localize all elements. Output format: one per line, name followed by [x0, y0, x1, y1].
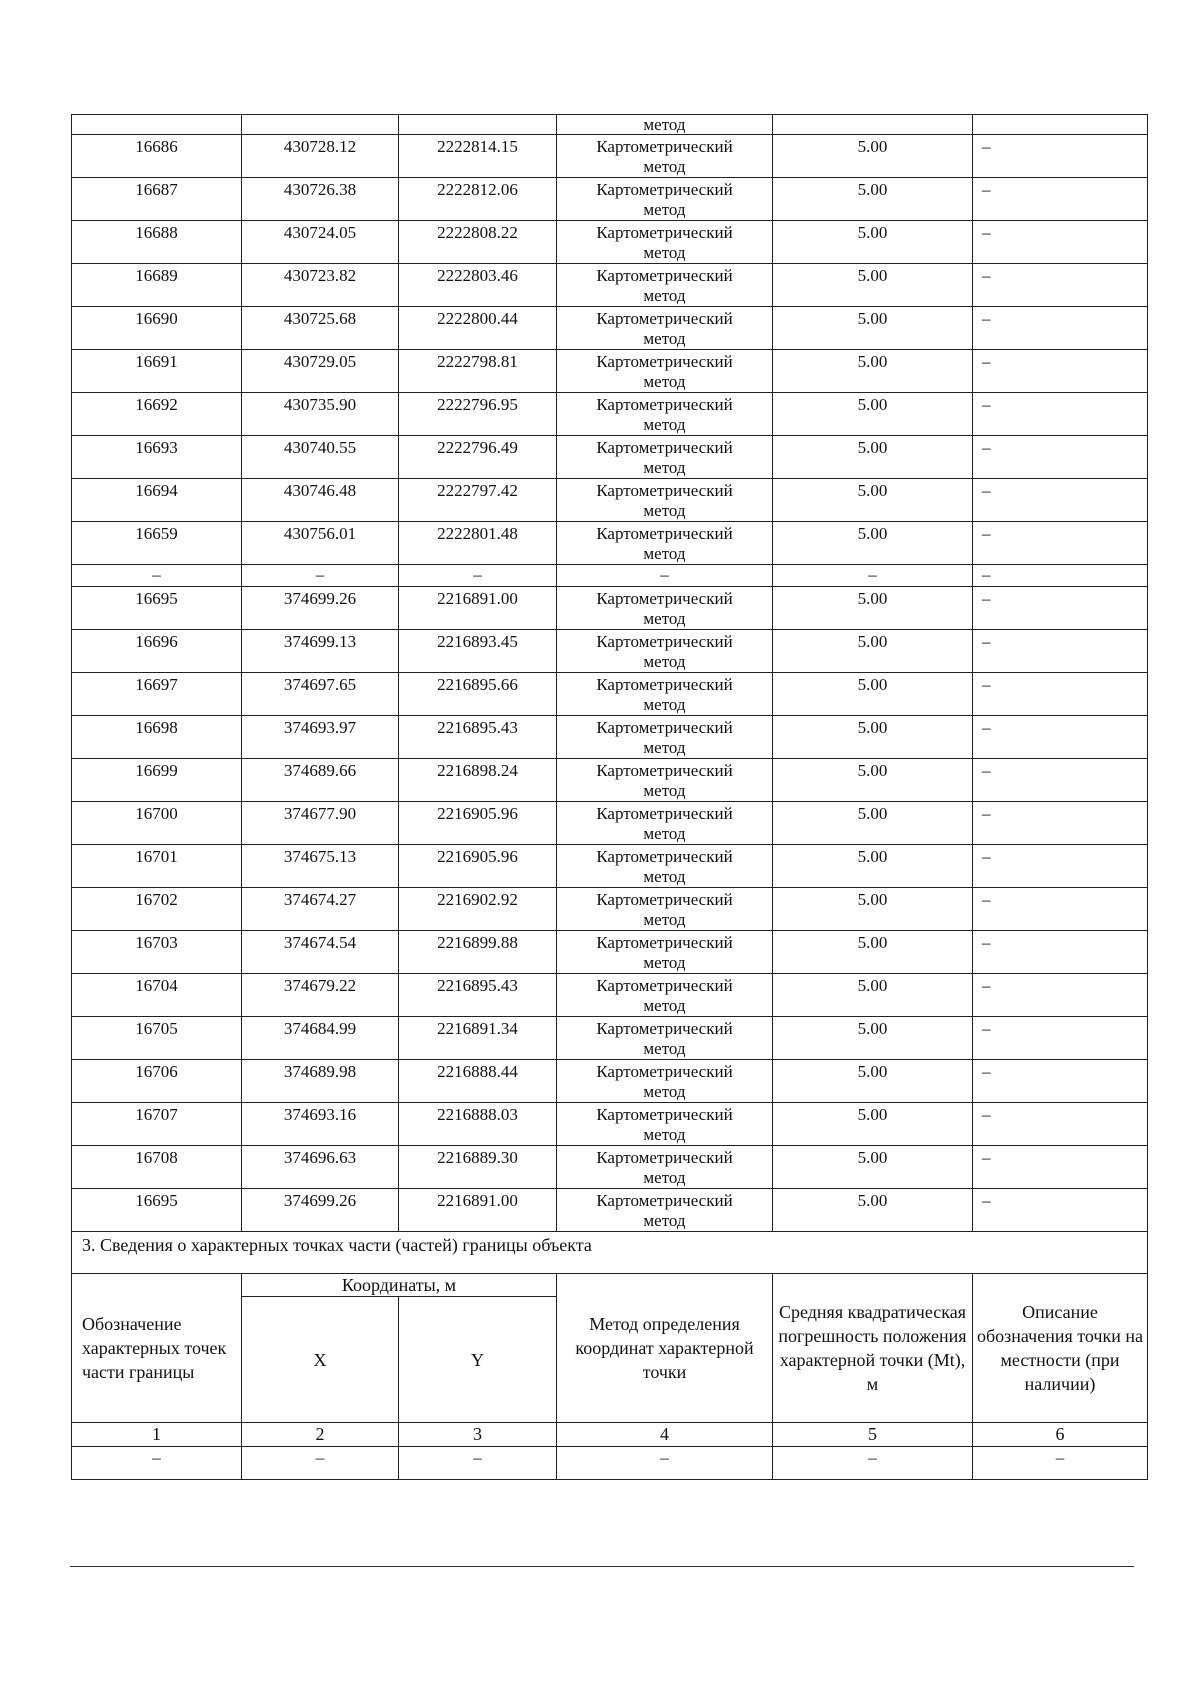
y-coordinate-cell: 2216893.45 — [399, 630, 557, 673]
header-description: Описание обозначения точки на местности (при наличии) — [973, 1274, 1148, 1423]
point-id-cell: 16694 — [72, 479, 242, 522]
x-coordinate-cell: 374699.26 — [242, 587, 399, 630]
method-cell — [557, 479, 773, 522]
table-row — [72, 802, 1148, 845]
table-row — [72, 1017, 1148, 1060]
point-id-cell: 16693 — [72, 436, 242, 479]
point-id-cell: 16708 — [72, 1146, 242, 1189]
method-name: Картометрический — [596, 976, 733, 995]
description-cell: – — [973, 759, 1148, 802]
method-name: Картометрический — [596, 847, 733, 866]
method-cell — [557, 522, 773, 565]
x-coordinate-cell: 430728.12 — [242, 135, 399, 178]
section-title-row — [72, 1232, 1148, 1274]
method-cell — [557, 436, 773, 479]
method-cell — [557, 673, 773, 716]
dash-cell: – — [399, 565, 557, 587]
y-coordinate-cell: 2222812.06 — [399, 178, 557, 221]
method-suffix: метод — [643, 609, 686, 628]
point-id-cell: 16692 — [72, 393, 242, 436]
method-cell — [557, 974, 773, 1017]
x-coordinate-cell: 374675.13 — [242, 845, 399, 888]
description-cell: – — [973, 1017, 1148, 1060]
method-cell — [557, 264, 773, 307]
method-name: Картометрический — [596, 180, 733, 199]
y-coordinate-cell: 2216905.96 — [399, 845, 557, 888]
dash-cell: – — [557, 565, 773, 587]
method-suffix: метод — [643, 286, 686, 305]
table-row — [72, 350, 1148, 393]
method-suffix: метод — [643, 996, 686, 1015]
error-cell: 5.00 — [773, 759, 973, 802]
method-name: Картометрический — [596, 1105, 733, 1124]
description-cell: – — [973, 1189, 1148, 1232]
method-cell — [557, 888, 773, 931]
table-row-separator — [72, 565, 1148, 587]
empty-data-row — [72, 1447, 1148, 1480]
point-id-cell: 16689 — [72, 264, 242, 307]
table-row — [72, 264, 1148, 307]
x-coordinate-cell: 374693.97 — [242, 716, 399, 759]
column-number: 1 — [72, 1423, 242, 1447]
method-name: Картометрический — [596, 223, 733, 242]
table-row — [72, 1103, 1148, 1146]
y-coordinate-cell: 2222814.15 — [399, 135, 557, 178]
y-coordinate-cell: 2216895.66 — [399, 673, 557, 716]
table-row — [72, 307, 1148, 350]
y-coordinate-cell: 2222798.81 — [399, 350, 557, 393]
error-cell: 5.00 — [773, 1103, 973, 1146]
column-number: 2 — [242, 1423, 399, 1447]
column-numbers-row — [72, 1423, 1148, 1447]
x-coordinate-cell: 374674.27 — [242, 888, 399, 931]
table-row — [72, 845, 1148, 888]
description-cell: – — [973, 479, 1148, 522]
error-cell: 5.00 — [773, 802, 973, 845]
method-name: Картометрический — [596, 352, 733, 371]
dash-cell: – — [557, 1447, 773, 1480]
description-cell: – — [973, 888, 1148, 931]
method-suffix: метод — [643, 1039, 686, 1058]
description-cell: – — [973, 716, 1148, 759]
column-number: 5 — [773, 1423, 973, 1447]
description-cell: – — [973, 221, 1148, 264]
method-name: Картометрический — [596, 675, 733, 694]
table-row — [72, 221, 1148, 264]
method-cell — [557, 1017, 773, 1060]
table-row — [72, 931, 1148, 974]
method-suffix: метод — [643, 953, 686, 972]
y-coordinate-cell: 2216888.44 — [399, 1060, 557, 1103]
method-name: Картометрический — [596, 890, 733, 909]
table-row — [72, 587, 1148, 630]
error-cell: 5.00 — [773, 630, 973, 673]
method-name: Картометрический — [596, 632, 733, 651]
x-coordinate-cell: 430746.48 — [242, 479, 399, 522]
y-coordinate-cell: 2222803.46 — [399, 264, 557, 307]
method-cell — [557, 630, 773, 673]
method-name: Картометрический — [596, 395, 733, 414]
point-id-cell: 16700 — [72, 802, 242, 845]
y-coordinate-cell: 2216902.92 — [399, 888, 557, 931]
description-cell: – — [973, 587, 1148, 630]
method-name: Картометрический — [596, 1019, 733, 1038]
y-coordinate-cell: 2222796.49 — [399, 436, 557, 479]
method-cell — [557, 1060, 773, 1103]
error-cell: 5.00 — [773, 888, 973, 931]
point-id-cell: 16687 — [72, 178, 242, 221]
y-coordinate-cell: 2222796.95 — [399, 393, 557, 436]
method-suffix: метод — [643, 1082, 686, 1101]
cell — [973, 115, 1148, 135]
x-coordinate-cell: 430724.05 — [242, 221, 399, 264]
point-id-cell: 16690 — [72, 307, 242, 350]
method-name: Картометрический — [596, 309, 733, 328]
y-coordinate-cell: 2216899.88 — [399, 931, 557, 974]
x-coordinate-cell: 374699.13 — [242, 630, 399, 673]
y-coordinate-cell: 2216895.43 — [399, 716, 557, 759]
cell — [242, 115, 399, 135]
point-id-cell: 16698 — [72, 716, 242, 759]
header-coordinates: Координаты, м — [242, 1274, 557, 1297]
table-row — [72, 479, 1148, 522]
table-row — [72, 135, 1148, 178]
method-name: Картометрический — [596, 481, 733, 500]
dash-cell: – — [72, 565, 242, 587]
point-id-cell: 16691 — [72, 350, 242, 393]
y-coordinate-cell: 2216891.00 — [399, 587, 557, 630]
column-number: 4 — [557, 1423, 773, 1447]
point-id-cell: 16705 — [72, 1017, 242, 1060]
error-cell: 5.00 — [773, 1060, 973, 1103]
coordinates-table — [71, 114, 1148, 1480]
header-row — [72, 1274, 1148, 1297]
description-cell: – — [973, 673, 1148, 716]
error-cell: 5.00 — [773, 845, 973, 888]
x-coordinate-cell: 430725.68 — [242, 307, 399, 350]
error-cell: 5.00 — [773, 264, 973, 307]
point-id-cell: 16688 — [72, 221, 242, 264]
dash-cell: – — [72, 1447, 242, 1480]
cell — [72, 115, 242, 135]
x-coordinate-cell: 430723.82 — [242, 264, 399, 307]
x-coordinate-cell: 374693.16 — [242, 1103, 399, 1146]
dash-cell: – — [242, 1447, 399, 1480]
method-suffix: метод — [643, 867, 686, 886]
method-suffix: метод — [643, 695, 686, 714]
point-id-cell: 16696 — [72, 630, 242, 673]
method-name: Картометрический — [596, 761, 733, 780]
point-id-cell: 16695 — [72, 1189, 242, 1232]
description-cell: – — [973, 974, 1148, 1017]
method-cell — [557, 135, 773, 178]
y-coordinate-cell: 2222800.44 — [399, 307, 557, 350]
table-row-continued — [72, 115, 1148, 135]
error-cell: 5.00 — [773, 178, 973, 221]
method-cell — [557, 350, 773, 393]
footer-divider — [70, 1566, 1134, 1567]
method-cell — [557, 178, 773, 221]
table-row — [72, 178, 1148, 221]
point-id-cell: 16702 — [72, 888, 242, 931]
description-cell: – — [973, 264, 1148, 307]
header-method: Метод определения координат характерной точки — [557, 1274, 773, 1423]
table-row — [72, 974, 1148, 1017]
dash-cell: – — [973, 1447, 1148, 1480]
method-suffix: метод — [643, 372, 686, 391]
column-number: 6 — [973, 1423, 1148, 1447]
error-cell: 5.00 — [773, 522, 973, 565]
description-cell: – — [973, 307, 1148, 350]
error-cell: 5.00 — [773, 479, 973, 522]
description-cell: – — [973, 931, 1148, 974]
method-cell — [557, 587, 773, 630]
method-suffix: метод — [643, 501, 686, 520]
method-name: Картометрический — [596, 137, 733, 156]
method-cell — [557, 759, 773, 802]
method-suffix: метод — [643, 1211, 686, 1230]
dash-cell: – — [773, 565, 973, 587]
method-cell — [557, 1103, 773, 1146]
x-coordinate-cell: 374684.99 — [242, 1017, 399, 1060]
method-name: Картометрический — [596, 1062, 733, 1081]
method-suffix: метод — [643, 781, 686, 800]
method-name: Картометрический — [596, 1191, 733, 1210]
description-cell: – — [973, 1103, 1148, 1146]
table-row — [72, 393, 1148, 436]
method-suffix: метод — [643, 1168, 686, 1187]
description-cell: – — [973, 350, 1148, 393]
table-row — [72, 630, 1148, 673]
description-cell: – — [973, 630, 1148, 673]
header-x: X — [242, 1297, 399, 1423]
x-coordinate-cell: 374689.66 — [242, 759, 399, 802]
header-y: Y — [399, 1297, 557, 1423]
x-coordinate-cell: 374697.65 — [242, 673, 399, 716]
method-suffix: метод — [643, 458, 686, 477]
description-cell: – — [973, 1146, 1148, 1189]
point-id-cell: 16659 — [72, 522, 242, 565]
point-id-cell: 16699 — [72, 759, 242, 802]
description-cell: – — [973, 522, 1148, 565]
x-coordinate-cell: 374689.98 — [242, 1060, 399, 1103]
method-suffix: метод — [643, 1125, 686, 1144]
y-coordinate-cell: 2216905.96 — [399, 802, 557, 845]
point-id-cell: 16706 — [72, 1060, 242, 1103]
point-id-cell: 16707 — [72, 1103, 242, 1146]
method-suffix: метод — [643, 329, 686, 348]
method-cell — [557, 1146, 773, 1189]
table-row — [72, 436, 1148, 479]
y-coordinate-cell: 2216888.03 — [399, 1103, 557, 1146]
description-cell: – — [973, 178, 1148, 221]
point-id-cell: 16704 — [72, 974, 242, 1017]
point-id-cell: 16695 — [72, 587, 242, 630]
method-suffix: метод — [643, 415, 686, 434]
dash-cell: – — [242, 565, 399, 587]
method-suffix: метод — [643, 544, 686, 563]
method-name: Картометрический — [596, 589, 733, 608]
x-coordinate-cell: 430729.05 — [242, 350, 399, 393]
method-name: Картометрический — [596, 266, 733, 285]
method-cell — [557, 716, 773, 759]
point-id-cell: 16686 — [72, 135, 242, 178]
table-row — [72, 888, 1148, 931]
dash-cell: – — [399, 1447, 557, 1480]
table-row — [72, 1146, 1148, 1189]
y-coordinate-cell: 2222797.42 — [399, 479, 557, 522]
error-cell: 5.00 — [773, 221, 973, 264]
method-suffix: метод — [643, 824, 686, 843]
x-coordinate-cell: 430735.90 — [242, 393, 399, 436]
method-name: Картометрический — [596, 804, 733, 823]
error-cell: 5.00 — [773, 350, 973, 393]
method-suffix: метод — [643, 157, 686, 176]
error-cell: 5.00 — [773, 135, 973, 178]
x-coordinate-cell: 374674.54 — [242, 931, 399, 974]
error-cell: 5.00 — [773, 307, 973, 350]
header-point-designation: Обозначение характерных точек части границы — [72, 1274, 242, 1423]
error-cell: 5.00 — [773, 716, 973, 759]
y-coordinate-cell: 2216891.34 — [399, 1017, 557, 1060]
table-row — [72, 716, 1148, 759]
method-cell — [557, 307, 773, 350]
method-name: Картометрический — [596, 933, 733, 952]
cell — [773, 115, 973, 135]
description-cell: – — [973, 436, 1148, 479]
point-id-cell: 16703 — [72, 931, 242, 974]
description-cell: – — [973, 135, 1148, 178]
column-number: 3 — [399, 1423, 557, 1447]
error-cell: 5.00 — [773, 1189, 973, 1232]
header-error: Средняя квадратическая погрешность положения характерной точки (Mt), м — [773, 1274, 973, 1423]
y-coordinate-cell: 2216889.30 — [399, 1146, 557, 1189]
description-cell: – — [973, 845, 1148, 888]
cell-method: метод — [557, 115, 773, 135]
method-suffix: метод — [643, 200, 686, 219]
table-row — [72, 1060, 1148, 1103]
dash-cell: – — [973, 565, 1148, 587]
method-suffix: метод — [643, 652, 686, 671]
method-cell — [557, 845, 773, 888]
section-title: 3. Сведения о характерных точках части (частей) границы объекта — [72, 1232, 1148, 1274]
cell — [399, 115, 557, 135]
y-coordinate-cell: 2222808.22 — [399, 221, 557, 264]
error-cell: 5.00 — [773, 393, 973, 436]
method-cell — [557, 802, 773, 845]
method-suffix: метод — [643, 910, 686, 929]
description-cell: – — [973, 1060, 1148, 1103]
method-cell — [557, 393, 773, 436]
error-cell: 5.00 — [773, 587, 973, 630]
x-coordinate-cell: 430740.55 — [242, 436, 399, 479]
y-coordinate-cell: 2216898.24 — [399, 759, 557, 802]
y-coordinate-cell: 2222801.48 — [399, 522, 557, 565]
method-name: Картометрический — [596, 524, 733, 543]
method-name: Картометрический — [596, 438, 733, 457]
error-cell: 5.00 — [773, 436, 973, 479]
description-cell: – — [973, 393, 1148, 436]
x-coordinate-cell: 374699.26 — [242, 1189, 399, 1232]
description-cell: – — [973, 802, 1148, 845]
table-row — [72, 759, 1148, 802]
method-name: Картометрический — [596, 1148, 733, 1167]
x-coordinate-cell: 430756.01 — [242, 522, 399, 565]
y-coordinate-cell: 2216895.43 — [399, 974, 557, 1017]
point-id-cell: 16697 — [72, 673, 242, 716]
error-cell: 5.00 — [773, 931, 973, 974]
x-coordinate-cell: 374679.22 — [242, 974, 399, 1017]
method-suffix: метод — [643, 738, 686, 757]
x-coordinate-cell: 430726.38 — [242, 178, 399, 221]
method-cell — [557, 931, 773, 974]
point-id-cell: 16701 — [72, 845, 242, 888]
x-coordinate-cell: 374677.90 — [242, 802, 399, 845]
table-row — [72, 522, 1148, 565]
y-coordinate-cell: 2216891.00 — [399, 1189, 557, 1232]
error-cell: 5.00 — [773, 1017, 973, 1060]
error-cell: 5.00 — [773, 673, 973, 716]
method-cell — [557, 221, 773, 264]
table-row — [72, 1189, 1148, 1232]
method-name: Картометрический — [596, 718, 733, 737]
method-suffix: метод — [643, 243, 686, 262]
dash-cell: – — [773, 1447, 973, 1480]
method-cell — [557, 1189, 773, 1232]
error-cell: 5.00 — [773, 974, 973, 1017]
x-coordinate-cell: 374696.63 — [242, 1146, 399, 1189]
table-row — [72, 673, 1148, 716]
error-cell: 5.00 — [773, 1146, 973, 1189]
